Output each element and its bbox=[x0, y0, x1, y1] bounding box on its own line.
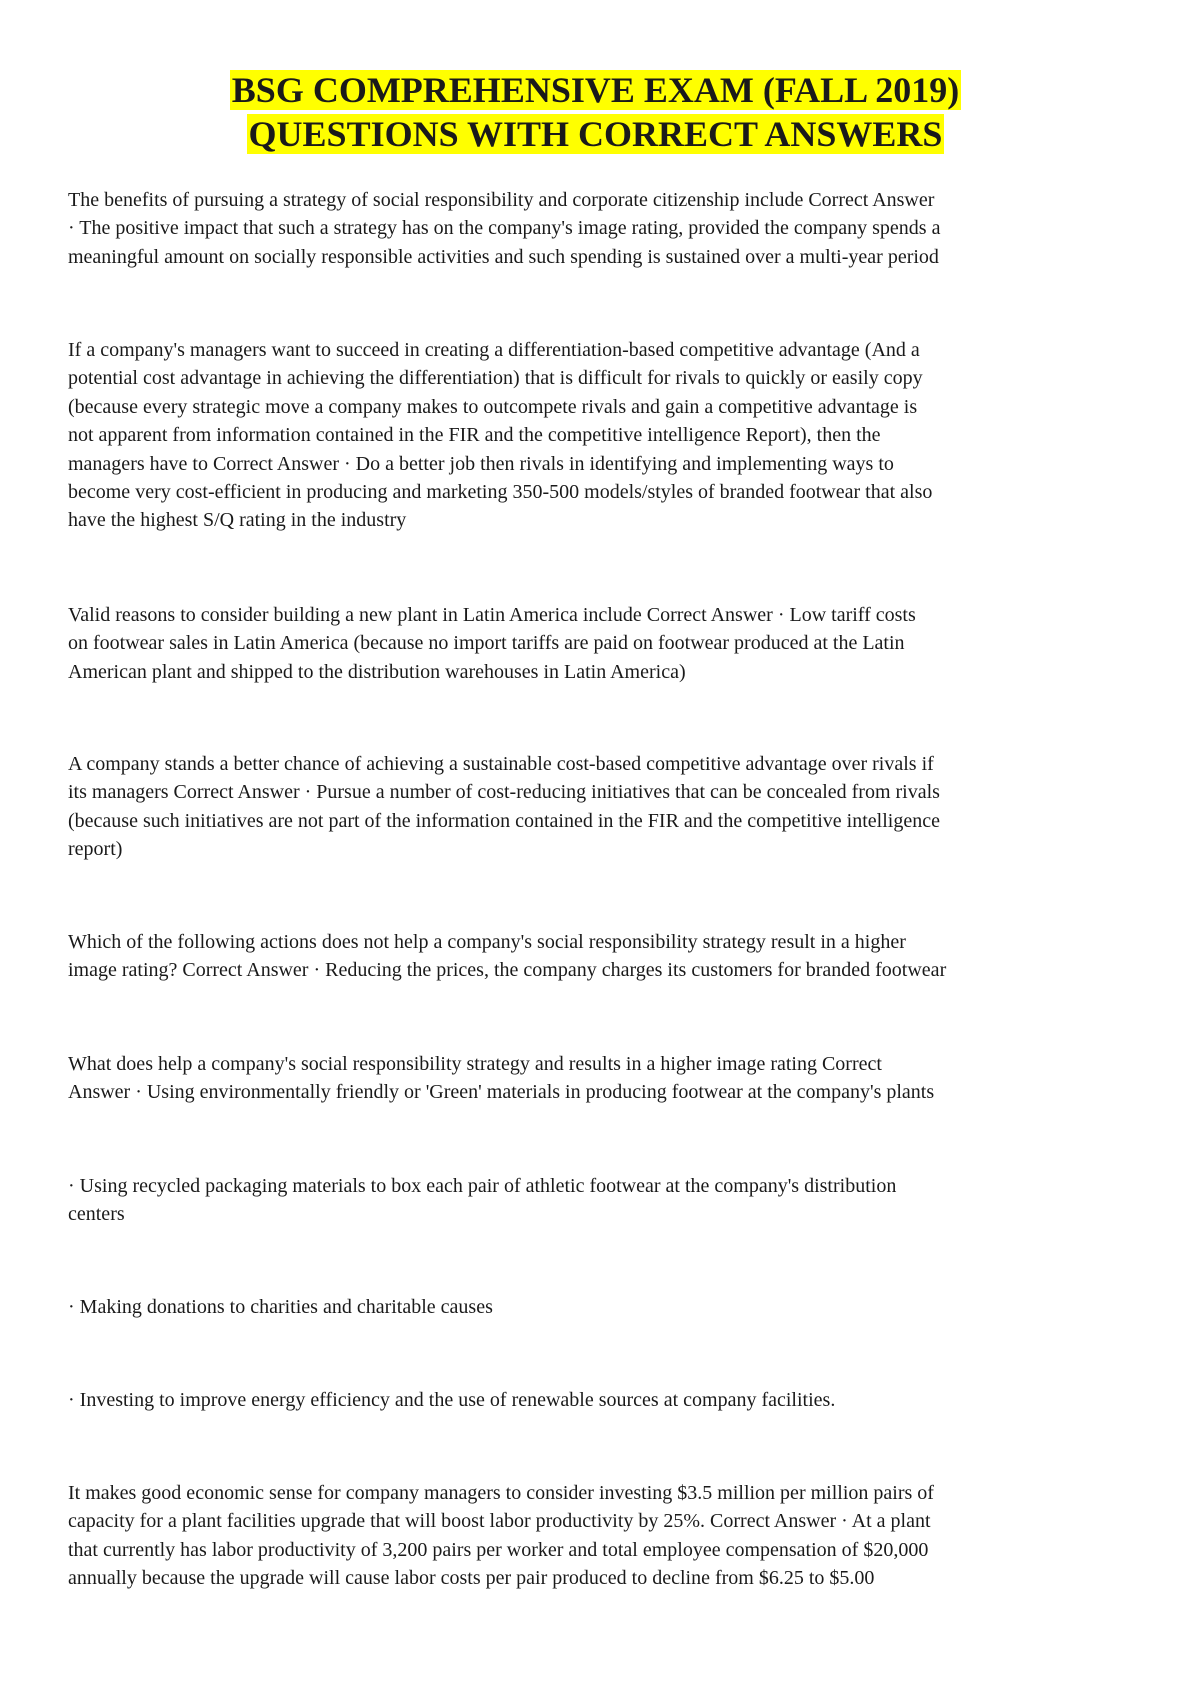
answer-bullet: · Using recycled packaging materials to box each pair of athletic footwear at the company's distribution centers bbox=[68, 1175, 897, 1226]
title-line-1: BSG COMPREHENSIVE EXAM (FALL 2019) bbox=[231, 70, 960, 110]
question-paragraph: Valid reasons to consider building a new plant in Latin America include Correct Answer · Low tariff costs on footwear sales in Latin America (because no import tariffs are paid on footwear produced at the Latin American plant and shipped to the distribution warehouses in Latin America) bbox=[68, 604, 916, 683]
question-paragraph: It makes good economic sense for company managers to consider investing $3.5 million per million pairs of capacity for a plant facilities upgrade that will boost labor productivity by 25%. Correct Answer · At a plant that currently has labor productivity of 3,200 pairs per worker and total employee compensation of $20,000 annually because the upgrade will cause labor costs per pair produced to decline from $6.25 to $5.00 bbox=[68, 1482, 934, 1590]
document-title bbox=[0, 68, 1191, 156]
answer-bullet: · Investing to improve energy efficiency and the use of renewable sources at company facilities. bbox=[68, 1389, 836, 1411]
question-paragraph: What does help a company's social responsibility strategy and results in a higher image rating Correct Answer · Using environmentally friendly or 'Green' materials in producing footwear at the company's plants bbox=[68, 1053, 935, 1104]
question-paragraph: Which of the following actions does not help a company's social responsibility strategy result in a higher image rating? Correct Answer · Reducing the prices, the company charges its customers for branded footwear bbox=[68, 931, 947, 982]
title-line-2: QUESTIONS WITH CORRECT ANSWERS bbox=[248, 114, 943, 154]
question-paragraph: If a company's managers want to succeed in creating a differentiation-based competitive advantage (And a potential cost advantage in achieving the differentiation) that is difficult for rivals to quickly or easily copy (because every strategic move a company makes to outcompete rivals and gain a competitive advantage is not apparent from information contained in the FIR and the competitive intelligence Report), then the managers have to Correct Answer · Do a better job then rivals in identifying and implementing ways to become very cost-efficient in producing and marketing 350-500 models/styles of branded footwear that also have the highest S/Q rating in the industry bbox=[68, 339, 933, 532]
question-paragraph: A company stands a better chance of achieving a sustainable cost-based competitive advantage over rivals if its managers Correct Answer · Pursue a number of cost-reducing initiatives that can be concealed from rivals (because such initiatives are not part of the information contained in the FIR and the competitive intelligence report) bbox=[68, 753, 940, 861]
answer-bullet: · Making donations to charities and charitable causes bbox=[68, 1296, 493, 1318]
question-paragraph: The benefits of pursuing a strategy of social responsibility and corporate citizenship include Correct Answer · The positive impact that such a strategy has on the company's image rating, provided the company spends a meaningful amount on socially responsible activities and such spending is sustained over a multi-year period bbox=[68, 189, 941, 268]
